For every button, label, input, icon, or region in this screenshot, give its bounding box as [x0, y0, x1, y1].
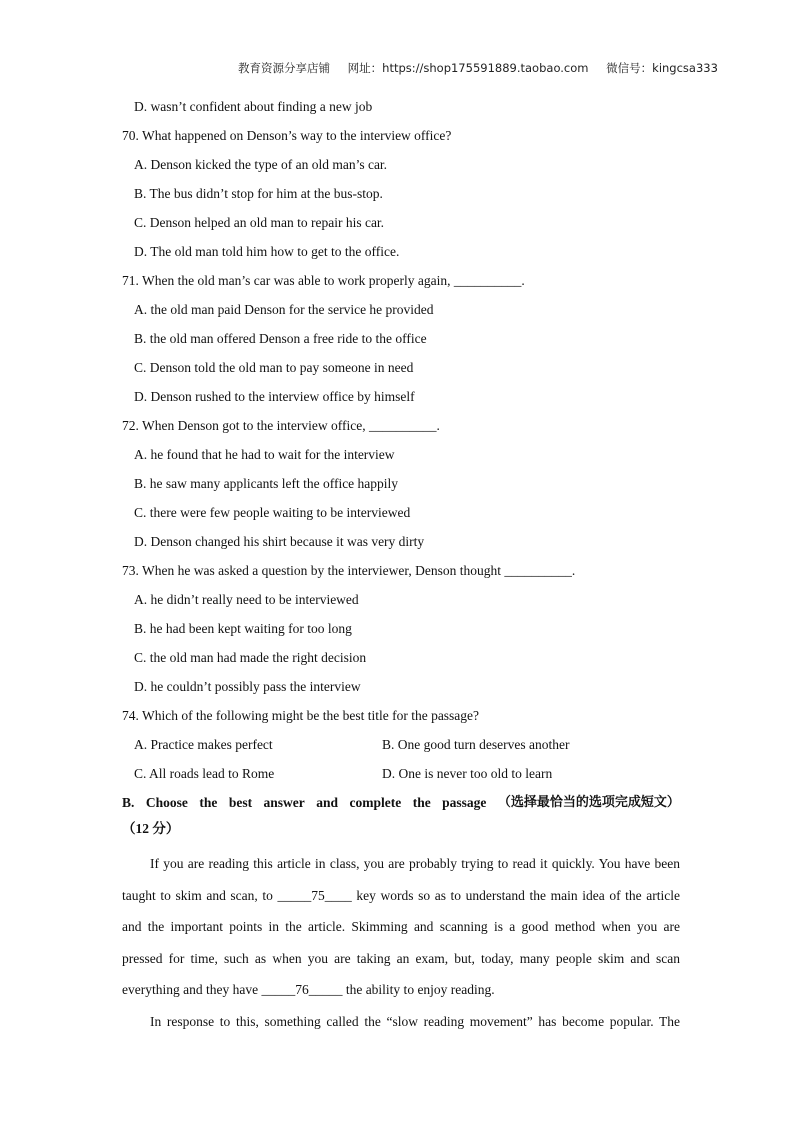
option-d: D. One is never too old to learn [382, 766, 553, 781]
option-line: A. he found that he had to wait for the interview [134, 447, 395, 462]
option-line: B. the old man offered Denson a free ride to the office [134, 331, 427, 346]
option-line: C. Denson helped an old man to repair his car. [134, 215, 385, 230]
option-line: A. the old man paid Denson for the service he provided [134, 302, 434, 317]
option-row [122, 763, 680, 792]
question-stem: 71. When the old man’s car was able to work properly again, __________. [122, 273, 525, 288]
option-line: B. he saw many applicants left the office happily [134, 476, 399, 491]
wechat-id: 微信号：kingcsa333 [606, 61, 718, 75]
question-72 [122, 415, 680, 560]
section-b-score: （12 分） [122, 821, 180, 836]
passage-line: and the important points in the article. Skimming and scanning is a good method when you are [122, 919, 680, 934]
question-73 [122, 560, 680, 705]
question-71 [122, 270, 680, 415]
option-line: D. he couldn’t possibly pass the interview [134, 679, 361, 694]
document-body [122, 96, 680, 1037]
option-line: D. Denson changed his shirt because it was very dirty [134, 534, 425, 549]
option-c: C. All roads lead to Rome [134, 766, 275, 781]
option-line: C. there were few people waiting to be interviewed [134, 505, 411, 520]
option-row [122, 734, 680, 763]
shop-url: 网址：https://shop175591889.taobao.com [347, 61, 589, 75]
option-line: D. The old man told him how to get to the office. [134, 244, 400, 259]
passage-paragraph-2 [122, 1006, 680, 1038]
option-a: A. Practice makes perfect [134, 737, 273, 752]
option-line: B. The bus didn’t stop for him at the bus-stop. [134, 186, 383, 201]
option-b: B. One good turn deserves another [382, 737, 570, 752]
option-line: D. wasn’t confident about finding a new job [134, 99, 373, 114]
passage-line: If you are reading this article in class, you are probably trying to read it quickly. You have been [150, 856, 680, 871]
shop-name: 教育资源分享店铺 [238, 61, 330, 75]
option-line: A. Denson kicked the type of an old man’s car. [134, 157, 388, 172]
question-stem: 70. What happened on Denson’s way to the interview office? [122, 128, 452, 143]
passage-line: In response to this, something called the “slow reading movement” has become popular. The [150, 1013, 680, 1029]
section-b-title-cn: （选择最恰当的选项完成短文） [497, 795, 680, 810]
passage-paragraph-1 [122, 848, 680, 1006]
page-header [238, 60, 718, 76]
question-stem: 74. Which of the following might be the best title for the passage? [122, 708, 480, 723]
passage-line: taught to skim and scan, to _____75____ key words so as to understand the main idea of the article [122, 887, 680, 903]
question-74 [122, 705, 680, 792]
passage-line: pressed for time, such as when you are taking an exam, but, today, many people skim and scan [122, 950, 680, 966]
option-line: C. the old man had made the right decision [134, 650, 367, 665]
question-stem: 73. When he was asked a question by the interviewer, Denson thought __________. [122, 563, 576, 578]
question-stem: 72. When Denson got to the interview office, __________. [122, 418, 440, 433]
passage-line: everything and they have _____76_____ the ability to enjoy reading. [122, 982, 495, 997]
option-line: C. Denson told the old man to pay someone in need [134, 360, 414, 375]
option-line: A. he didn’t really need to be interviewed [134, 592, 359, 607]
question-70 [122, 125, 680, 270]
option-line: B. he had been kept waiting for too long [134, 621, 352, 636]
option-line: D. Denson rushed to the interview office by himself [134, 389, 415, 404]
section-b-title: B. Choose the best answer and complete the passage （选择最恰当的选项完成短文） [122, 792, 680, 814]
